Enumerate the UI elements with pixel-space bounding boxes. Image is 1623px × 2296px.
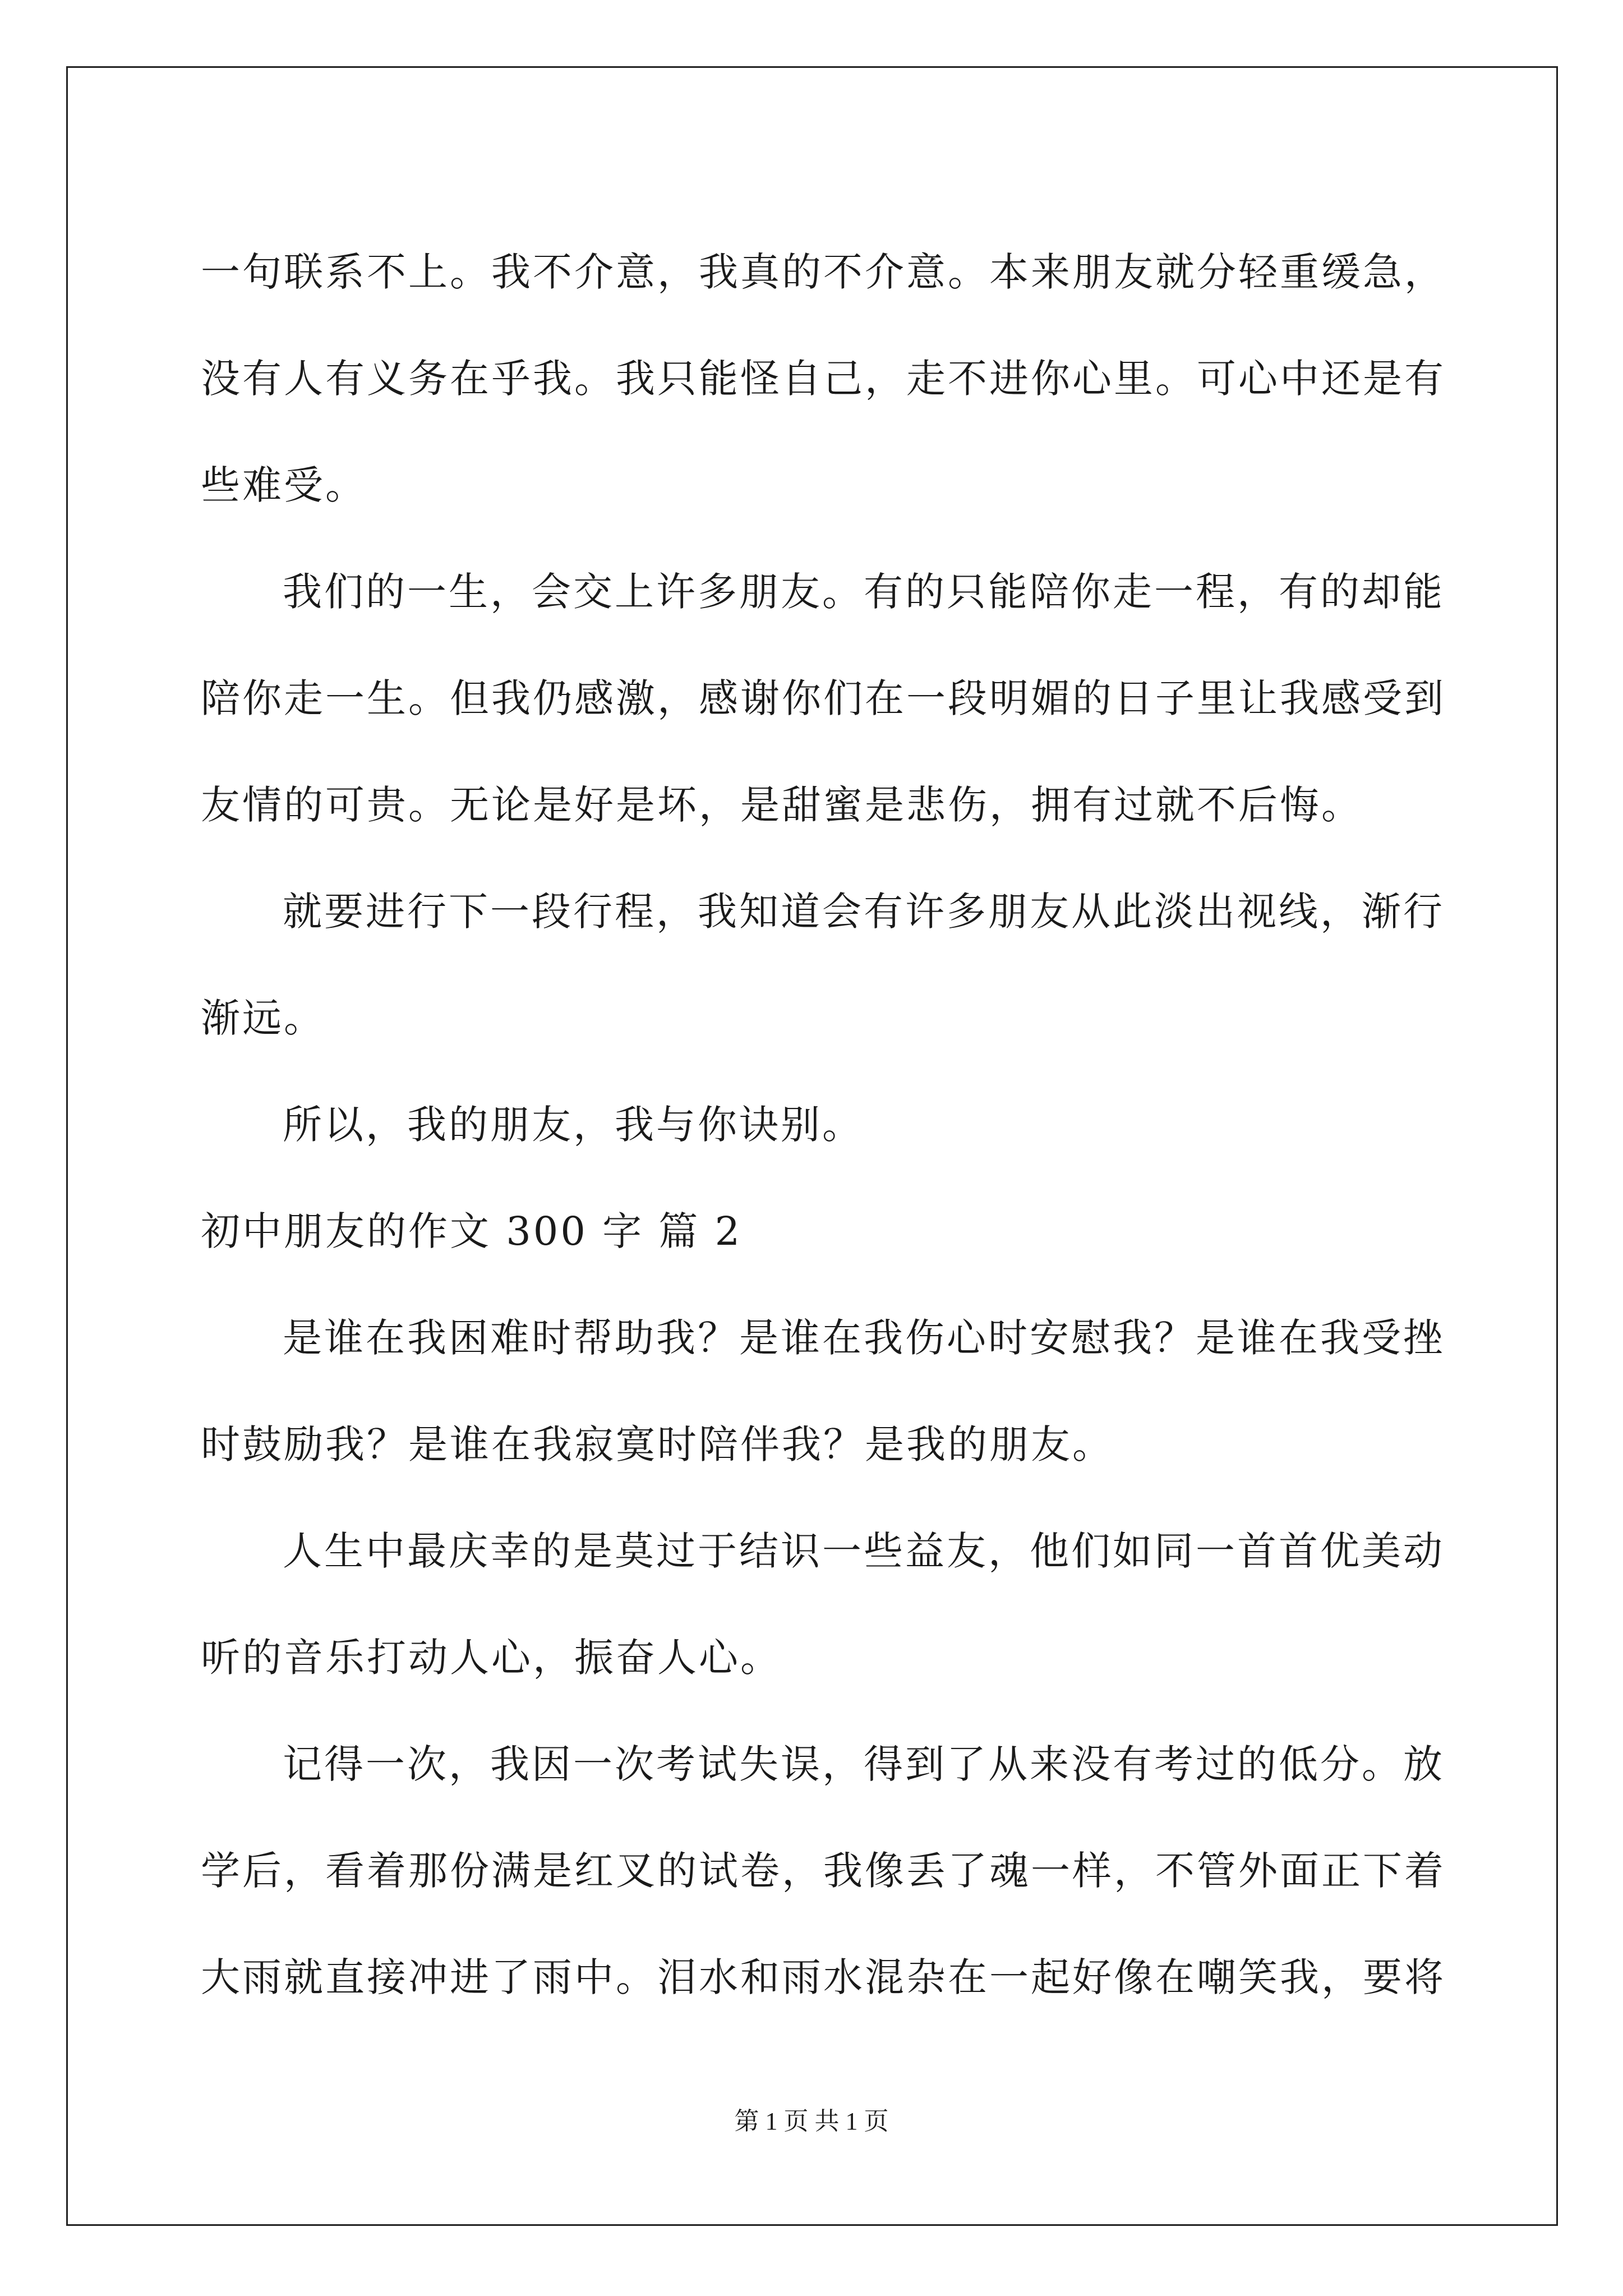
- text-line: 学后，看着那份满是红叉的试卷，我像丢了魂一样，不管外面正下着: [201, 1848, 1446, 1894]
- text-line: 一句联系不上。我不介意，我真的不介意。本来朋友就分轻重缓急，: [201, 249, 1446, 295]
- document-body: [201, 219, 1446, 2031]
- text-line: 人生中最庆幸的是莫过于结识一些益友，他们如同一首首优美动: [283, 1528, 1445, 1574]
- section-heading: 初中朋友的作文 300 字 篇 2: [201, 1208, 743, 1254]
- text-line: 所以，我的朋友，我与你诀别。: [283, 1102, 864, 1148]
- text-line: 就要进行下一段行程，我知道会有许多朋友从此淡出视线，渐行: [283, 889, 1445, 935]
- text-line: 听的音乐打动人心，振奋人心。: [201, 1635, 782, 1681]
- text-line: 些难受。: [201, 462, 367, 508]
- text-line: 时鼓励我？是谁在我寂寞时陪伴我？是我的朋友。: [201, 1421, 1114, 1467]
- text-line: 记得一次，我因一次考试失误，得到了从来没有考过的低分。放: [283, 1741, 1445, 1787]
- text-line: 是谁在我困难时帮助我？是谁在我伤心时安慰我？是谁在我受挫: [283, 1315, 1445, 1361]
- text-line: 友情的可贵。无论是好是坏，是甜蜜是悲伤，拥有过就不后悔。: [201, 782, 1363, 828]
- text-line: 大雨就直接冲进了雨中。泪水和雨水混杂在一起好像在嘲笑我，要将: [201, 1954, 1446, 2000]
- text-line: 渐远。: [201, 995, 325, 1041]
- page-footer: 第 1 页 共 1 页: [734, 2108, 889, 2135]
- text-line: 我们的一生，会交上许多朋友。有的只能陪你走一程，有的却能: [283, 569, 1445, 615]
- text-line: 没有人有义务在乎我。我只能怪自己，走不进你心里。可心中还是有: [201, 356, 1446, 402]
- text-line: 陪你走一生。但我仍感激，感谢你们在一段明媚的日子里让我感受到: [201, 675, 1446, 721]
